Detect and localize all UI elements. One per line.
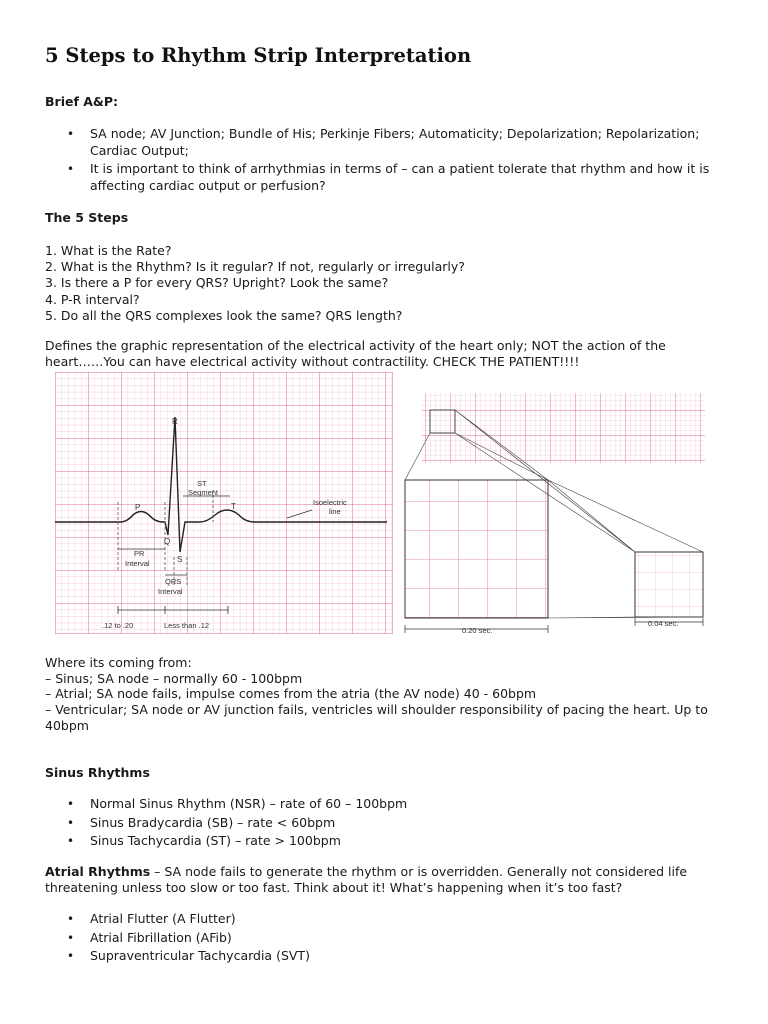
list-item: • Supraventricular Tachycardia (SVT)	[45, 948, 735, 965]
s-wave-label: S	[177, 555, 183, 564]
origin-line-1: Where its coming from:	[45, 655, 192, 670]
st-label: ST	[197, 479, 207, 488]
origin-line-3: – Atrial; SA node fails, impulse comes from the atria (the AV node) 40 - 60bpm	[45, 686, 537, 701]
pr-label: PR	[134, 549, 145, 558]
segment-label: Segment	[188, 488, 219, 497]
atrial-heading: Atrial Rhythms	[45, 864, 151, 879]
sinus-list	[45, 796, 735, 852]
list-item: • Normal Sinus Rhythm (NSR) – rate of 60 – 100bpm	[45, 796, 735, 813]
atrial-description: – SA node fails to generate the rhythm or is overridden. Generally not considered life threatening unless too slow or too fast. Think about it! What’s happening when it’s too fast?	[45, 864, 688, 895]
qrs-interval-label: Interval	[158, 587, 183, 596]
small-box-duration-label: 0.04 sec.	[648, 619, 679, 628]
ecg-waveform-diagram	[55, 372, 393, 634]
r-wave-label: R	[172, 417, 178, 426]
list-item: 3. Is there a P for every QRS? Upright? Look the same?	[45, 275, 389, 291]
list-item: 2. What is the Rhythm? Is it regular? If not, regularly or irregularly?	[45, 259, 465, 275]
list-item: 4. P-R interval?	[45, 291, 140, 307]
qrs-range-label: Less than .12	[164, 621, 210, 630]
sinus-heading: Sinus Rhythms	[45, 765, 150, 780]
steps-heading: The 5 Steps	[45, 210, 129, 225]
list-item: • SA node; AV Junction; Bundle of His; Perkinje Fibers; Automaticity; Depolarization; Repolarization; Cardiac Output;	[45, 126, 735, 159]
qrs-label: QRS	[165, 577, 182, 586]
isoelectric-label: Isoelectric	[313, 498, 347, 507]
brief-heading: Brief A&P:	[45, 94, 118, 109]
steps-list	[45, 243, 465, 324]
list-item: 5. Do all the QRS complexes look the same? QRS length?	[45, 307, 403, 323]
brief-list	[45, 126, 735, 196]
defines-paragraph: Defines the graphic representation of the electrical activity of the heart only; NOT the action of the heart……You can have electrical activity without contractility. CHECK THE PATIENT!!!!	[45, 338, 666, 369]
ecg-grid-diagram	[400, 385, 705, 635]
list-item: • Sinus Tachycardia (ST) – rate > 100bpm	[45, 833, 735, 850]
atrial-paragraph	[45, 864, 725, 896]
q-wave-label: Q	[164, 537, 171, 546]
page-title: 5 Steps to Rhythm Strip Interpretation	[45, 44, 472, 67]
atrial-list	[45, 911, 735, 967]
t-wave-label: T	[231, 502, 236, 511]
big-box-duration-label: 0.20 sec.	[462, 626, 493, 635]
list-item: • Atrial Flutter (A Flutter)	[45, 911, 735, 928]
list-item: • Sinus Bradycardia (SB) – rate < 60bpm	[45, 815, 735, 832]
list-item: • It is important to think of arrhythmias in terms of – can a patient tolerate that rhythm and how it is affecting cardiac output or perfusion?	[45, 161, 735, 194]
pr-interval-label: Interval	[125, 559, 150, 568]
isoelectric-line-label: line	[329, 507, 341, 516]
list-item: • Atrial Fibrillation (AFib)	[45, 930, 735, 947]
pr-range-label: .12 to .20	[102, 621, 134, 630]
origin-line-2: – Sinus; SA node – normally 60 - 100bpm	[45, 671, 303, 686]
p-wave-label: P	[135, 503, 141, 512]
list-item: 1. What is the Rate?	[45, 243, 172, 258]
origin-line-4: – Ventricular; SA node or AV junction fails, ventricles will shoulder responsibility of pacing the heart. Up to 40bpm	[45, 702, 708, 733]
